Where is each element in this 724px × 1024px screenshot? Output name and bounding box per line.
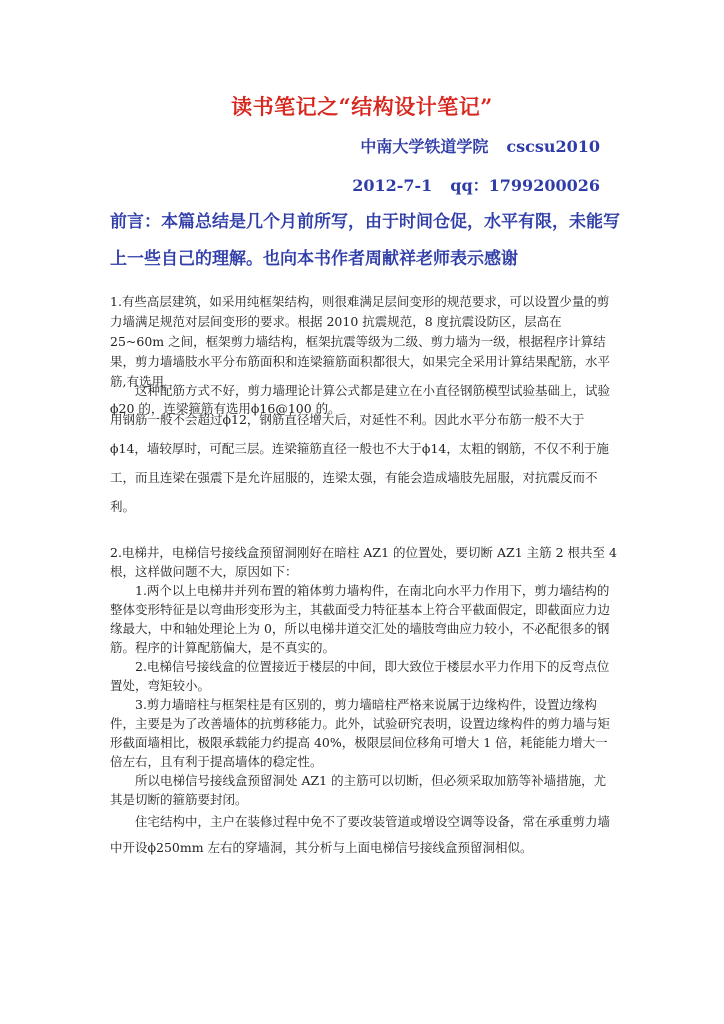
qq-number: qq：1799200026 — [450, 176, 600, 195]
document-title: 读书笔记之“结构设计笔记” — [231, 94, 493, 119]
section-1-last-line: ϕ20 的，连梁箍筋有选用ϕ16@100 的。 — [110, 401, 341, 416]
section-2-reason-2: 2.电梯信号接线盒的位置接近于楼层的中间，即大致位于楼层水平力作用下的反弯点位置处，弯矩较小。 — [110, 659, 610, 693]
author-id: cscsu2010 — [506, 137, 600, 156]
section-2 — [110, 543, 617, 861]
date: 2012-7-1 — [352, 176, 433, 195]
section-2-intro: 2.电梯井，电梯信号接线盒预留洞刚好在暗柱 AZ1 的位置处，要切断 AZ1 主筋 2 根共至 4 根，这样做问题不大，原因如下： — [110, 545, 617, 579]
section-2-reason-3: 3.剪力墙暗柱与框架柱是有区别的，剪力墙暗柱严格来说属于边缘构件，设置边缘构件，主要是为了改善墙体的抗剪移能力。此外，试验研究表明，设置边缘构件的剪力墙与矩形截面墙相比，极限承载能力约提高 40%，极限层间位移角可增大 1 倍，耗能能力增大一倍左右，且有利于提高墙体的稳定性。 — [110, 697, 611, 769]
section-2-residential: 住宅结构中，主户在装修过程中免不了要改装管道或增设空调等设备，常在承重剪力墙中开设ϕ250mm 左右的穿墙洞，其分析与上面电梯信号接线盒预留洞相似。 — [110, 814, 611, 855]
section-1-paragraph-2: 这种配筋方式不好，剪力墙理论计算公式都是建立在小直径钢筋模型试验基础上，试验用钢筋一般不会超过ϕ12，钢筋直径增大后，对延性不利。因此水平分布筋一般不大于ϕ14，墙较厚时，可配三层。连梁箍筋直径一般也不大于ϕ14，太粗的钢筋，不仅不利于施工，而且连梁在强震下是允许屈服的，连梁太强，有能会造成墙肢先屈服，对抗震反而不利。 — [110, 383, 611, 514]
section-2-reason-1: 1.两个以上电梯井并列布置的箱体剪力墙构件，在南北向水平力作用下，剪力墙结构的整体变形特征是以弯曲形变形为主，其截面受力特征基本上符合平截面假定，即截面应力边缘最大，中和轴处理论上为 0，所以电梯井道交汇处的墙肢弯曲应力较小，不必配很多的钢筋。程序的计算配筋偏大，是不真实的。 — [110, 583, 611, 655]
section-1-text: 1.有些高层建筑，如采用纯框架结构，则很难满足层间变形的规范要求，可以设置少量的剪力墙满足规范对层间变形的要求。根据 2010 抗震规范，8 度抗震设防区，层高在 25~60m 之间，框架剪力墙结构，框架抗震等级为二级、剪力墙为一级，根据程序计算结果，剪力墙墙肢水平分布筋面积和连梁箍筋面积都很大，如果完全采用计算结果配筋，水平筋,有选用 — [110, 294, 611, 389]
section-2-conclusion: 所以电梯信号接线盒预留洞处 AZ1 的主筋可以切断，但必须采取加筋等补墙措施，尤其是切断的箍筋要封闭。 — [110, 773, 607, 807]
date-line — [352, 175, 600, 197]
preface: 前言：本篇总结是几个月前所写，由于时间仓促，水平有限，未能写上一些自己的理解。也向本书作者周献祥老师表示感谢 — [110, 212, 620, 269]
school-name: 中南大学铁道学院 — [360, 137, 489, 156]
author-line — [360, 136, 600, 158]
